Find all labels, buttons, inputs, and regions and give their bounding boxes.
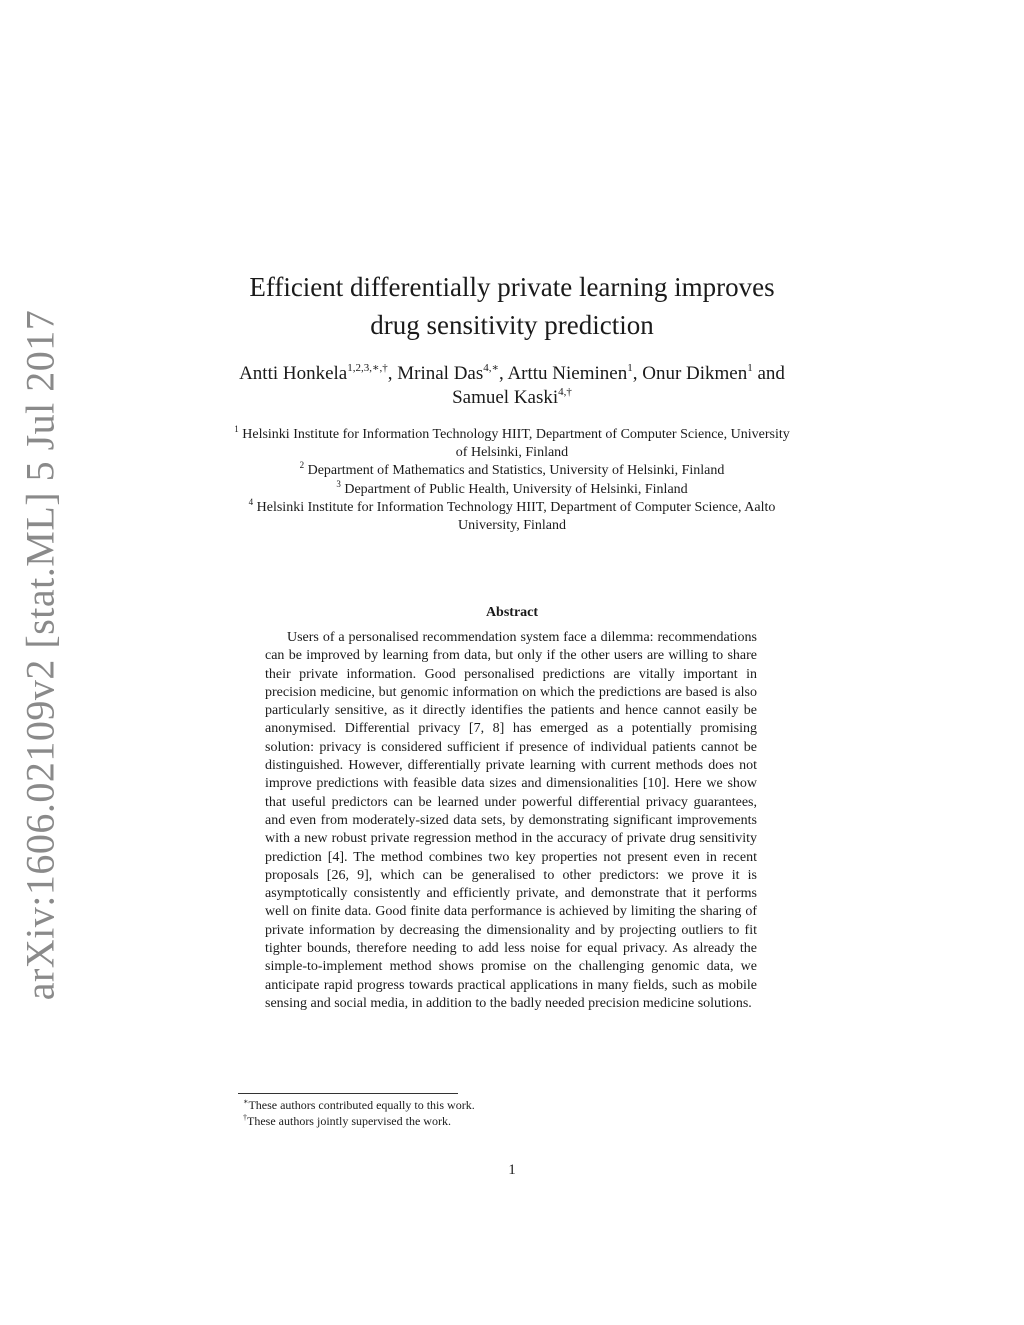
author-affiliation-marks: 4,† [558,386,572,398]
arxiv-identifier-stamp: arXiv:1606.02109v2 [stat.ML] 5 Jul 2017 [17,309,63,1001]
author-1 [239,363,397,384]
title-line-1: Efficient differentially private learning improves [249,272,775,302]
footnote-list [243,1097,763,1129]
author-affiliation-marks: 1 [627,362,633,374]
affiliation-text: Helsinki Institute for Information Technology HIIT, Department of Computer Science, Aalto University, Finland [256,499,776,534]
affiliation-list [230,426,794,535]
title-line-2: drug sensitivity prediction [370,310,654,340]
abstract-heading: Abstract [485,605,539,620]
affiliation-text: Helsinki Institute for Information Technology HIIT, Department of Computer Science, University of Helsinki, Finland [242,427,790,461]
footnote-text: These authors contributed equally to this work. [248,1098,475,1112]
footnote-equal-contribution [243,1097,763,1113]
footnote-joint-supervision [243,1113,763,1129]
author-5 [452,387,572,408]
author-3 [507,363,642,384]
author-4 [642,363,785,384]
author-name: Onur Dikmen [642,363,748,384]
author-separator: , [498,363,508,384]
footnote-mark: † [243,1113,247,1122]
author-name: Arttu Nieminen [507,363,628,384]
affiliation-4 [230,496,794,535]
affiliation-2 [230,462,794,480]
affiliation-text: Department of Mathematics and Statistics, University of Helsinki, Finland [307,463,725,479]
abstract-body: Users of a personalised recommendation system face a dilemma: recommendations can be improved by learning from data, but only if the other users are willing to share their private information. Good personalised predictions are vitally important in precision medicine, but genomic information on which the predictions are based is also particularly sensitive, as it directly identifies the patients and hence cannot easily be anonymised. Differential privacy [7, 8] has emerged as a potentially promising solution: privacy is considered sufficient if presence of individual patients cannot be distinguished. However, differentially private learning with current methods does not improve predictions with feasible data sizes and dimensionalities [10]. Here we show that useful predictors can be learned under powerful differential privacy guarantees, and even from moderately-sized data sets, by demonstrating significant improvements with a new robust private regression method in the accuracy of private drug sensitivity prediction [4]. The method combines two key properties not present even in recent proposals [26, 9], which can be generalised to other predictors: we prove it is asymptotically consistently and efficiently private, and demonstrate that it performs well on finite data. Good finite data performance is achieved by limiting the sharing of private information by decreasing the dimensionality and by projecting outliers to fit tighter bounds, therefore needing to add less noise for equal privacy. As already the simple-to-implement method shows promise on the challenging genomic data, we anticipate rapid progress towards practical applications in many fields, such as mobile sensing and social media, in addition to the badly needed precision medicine solutions. [265,630,757,1011]
page-number: 1 [508,1162,516,1178]
affiliation-3 [230,478,794,499]
author-separator: and [752,363,785,384]
author-name: Antti Honkela [239,363,348,384]
paper-title [200,268,824,344]
affiliation-mark: 3 [336,478,341,489]
author-name: Mrinal Das [397,363,484,384]
affiliation-mark: 1 [234,424,239,434]
affiliation-mark: 4 [248,496,254,507]
affiliation-1 [230,426,794,462]
author-name: Samuel Kaski [452,387,559,408]
footnote-divider [238,1093,458,1094]
footnote-text: These authors jointly supervised the work. [247,1114,451,1128]
author-affiliation-marks: 1 [747,362,753,374]
affiliation-text: Department of Public Health, University of Helsinki, Finland [344,481,688,497]
author-affiliation-marks: 1,2,3,∗,† [347,362,388,374]
affiliation-mark: 2 [299,460,305,471]
author-affiliation-marks: 4,∗ [483,362,499,374]
author-separator: , [632,363,643,384]
author-2 [397,363,507,384]
author-list [220,362,804,410]
author-separator: , [387,363,398,384]
footnote-mark: ∗ [243,1097,249,1106]
